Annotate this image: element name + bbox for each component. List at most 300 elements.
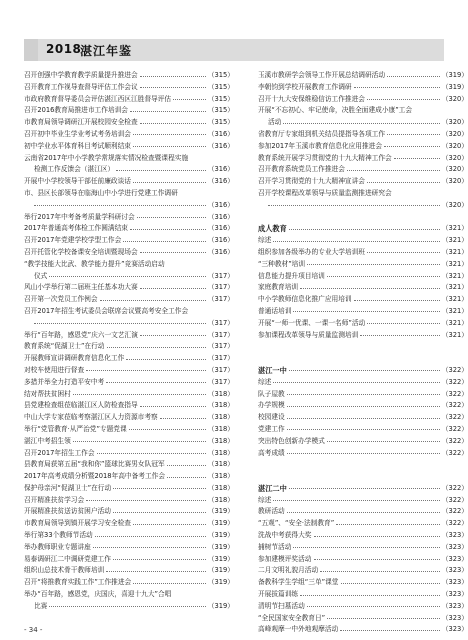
- dot-leader: [133, 146, 206, 147]
- entry-title: 市政府教育督导委员会评估湛江西区江胜督导评估: [24, 94, 172, 103]
- entry-page-number: （321）: [441, 224, 468, 233]
- dot-leader: [273, 500, 440, 501]
- toc-entry: [258, 495, 468, 507]
- dot-leader: [387, 76, 440, 77]
- toc-spacer: [258, 459, 468, 471]
- entry-page-number: （323）: [441, 554, 468, 563]
- entry-page-number: （321）: [441, 259, 468, 268]
- entry-title: 开展“不忘初心、牢记使命，决胜全面建成小康”工会: [258, 106, 413, 115]
- entry-title: 召开精准扶贫学习会: [24, 495, 85, 504]
- entry-title: 举办“百年路，感恩党，庆国庆，喜迎十九大”合唱: [24, 590, 172, 599]
- dot-leader: [293, 311, 440, 312]
- entry-page-number: （321）: [441, 271, 468, 280]
- toc-entry: [258, 400, 468, 412]
- entry-page-number: （318）: [207, 483, 234, 492]
- dot-leader: [287, 394, 440, 395]
- dot-leader: [273, 241, 440, 242]
- entry-page-number: （316）: [207, 200, 234, 209]
- page-number: - 34 -: [24, 626, 43, 634]
- toc-spacer: [258, 212, 468, 224]
- dot-leader: [130, 111, 206, 112]
- toc-entry: [258, 271, 468, 283]
- toc-entry: [258, 200, 468, 212]
- entry-page-number: （315）: [207, 118, 234, 127]
- dot-leader: [293, 547, 440, 548]
- entry-page-number: （316）: [207, 165, 234, 174]
- entry-page-number: （319）: [207, 542, 234, 551]
- dot-leader: [140, 406, 206, 407]
- dot-leader: [347, 170, 440, 171]
- entry-title: 县教育局获第五届“我和你”篮球比赛男女队冠军: [24, 460, 165, 469]
- toc-entry: [258, 247, 468, 259]
- dot-leader: [113, 559, 206, 560]
- dot-leader: [367, 252, 440, 253]
- entry-page-number: （319）: [207, 566, 234, 575]
- dot-leader: [367, 99, 440, 100]
- dot-leader: [387, 134, 440, 135]
- toc-entry: [258, 259, 468, 271]
- toc-section-heading: [258, 483, 468, 495]
- entry-page-number: （317）: [207, 283, 234, 292]
- dot-leader: [384, 146, 440, 147]
- toc-entry: [24, 235, 234, 247]
- toc-entry: [258, 565, 468, 577]
- entry-title: 易泰调研江二中调研党建工作: [24, 554, 111, 563]
- dot-leader: [307, 606, 440, 607]
- entry-title: 召开第一次党员工作例会: [24, 295, 98, 304]
- toc-entry: [258, 589, 468, 601]
- toc-section-heading: [258, 223, 468, 235]
- entry-page-number: （321）: [441, 236, 468, 245]
- entry-title: “三种教材”培训: [258, 259, 306, 268]
- entry-page-number: （316）: [207, 236, 234, 245]
- toc-entry: [24, 176, 234, 188]
- toc-entry: [24, 223, 234, 235]
- entry-title: 校园建设: [258, 413, 285, 422]
- dot-leader: [93, 547, 206, 548]
- dot-leader: [107, 347, 206, 348]
- toc-entry: [24, 306, 234, 318]
- yearbook-header-bar: [24, 39, 444, 61]
- entry-title: 召开初中毕业生学业考试考务培训会: [24, 129, 131, 138]
- dot-leader: [86, 500, 206, 501]
- header-accent-stripe: [24, 39, 38, 61]
- entry-page-number: （322）: [441, 413, 468, 422]
- toc-entry: [24, 459, 234, 471]
- entry-page-number: （323）: [441, 578, 468, 587]
- entry-title: 风山小学举行第二届班主任基本功大赛: [24, 283, 138, 292]
- dot-leader: [314, 536, 440, 537]
- entry-page-number: （323）: [441, 601, 468, 610]
- entry-page-number: （319）: [207, 578, 234, 587]
- dot-leader: [140, 87, 206, 88]
- toc-entry: [24, 377, 234, 389]
- entry-page-number: （323）: [441, 531, 468, 540]
- entry-page-number: （319）: [441, 71, 468, 79]
- toc-entry: [24, 400, 234, 412]
- dot-leader: [327, 441, 440, 442]
- dot-leader: [367, 323, 440, 324]
- entry-page-number: （318）: [207, 401, 234, 410]
- dot-leader: [340, 630, 440, 631]
- dot-leader: [173, 99, 206, 100]
- entry-title: 召开创强中学教育教学质量提升推进会: [24, 71, 138, 79]
- dot-leader: [106, 382, 206, 383]
- entry-page-number: （317）: [207, 377, 234, 386]
- entry-title: 二月文明礼貌月活动: [258, 566, 319, 575]
- toc-entry: [258, 153, 468, 165]
- entry-page-number: （316）: [207, 212, 234, 221]
- dot-leader: [289, 229, 440, 230]
- entry-page-number: （323）: [441, 566, 468, 575]
- dot-leader: [160, 418, 206, 419]
- dot-leader: [167, 465, 206, 466]
- entry-page-number: （321）: [441, 247, 468, 256]
- toc-right-column: [258, 70, 468, 636]
- entry-page-number: （321）: [441, 306, 468, 315]
- entry-page-number: （322）: [441, 377, 468, 386]
- toc-entry: [24, 495, 234, 507]
- entry-page-number: （322）: [441, 495, 468, 504]
- section-title: 湛江一中: [258, 365, 287, 375]
- toc-entry: [24, 506, 234, 518]
- entry-page-number: （323）: [441, 590, 468, 599]
- dot-leader: [287, 429, 440, 430]
- dot-leader: [95, 536, 206, 537]
- entry-page-number: （319）: [441, 82, 468, 91]
- toc-entry: [258, 188, 468, 200]
- toc-entry: [24, 129, 234, 141]
- entry-page-number: （318）: [207, 460, 234, 469]
- entry-page-number: （318）: [207, 389, 234, 398]
- toc-entry: [24, 259, 234, 271]
- entry-page-number: （316）: [207, 224, 234, 233]
- dot-leader: [327, 618, 440, 619]
- entry-page-number: （322）: [441, 436, 468, 445]
- dot-leader: [73, 394, 206, 395]
- entry-page-number: （316）: [207, 177, 234, 186]
- dot-leader: [126, 359, 206, 360]
- toc-entry: [24, 448, 234, 460]
- dot-leader: [336, 524, 440, 525]
- entry-page-number: （320）: [441, 129, 468, 138]
- entry-page-number: （318）: [207, 472, 234, 481]
- toc-entry: [258, 506, 468, 518]
- entry-page-number: （317）: [207, 330, 234, 339]
- toc-entry: [258, 613, 468, 625]
- dot-leader: [289, 488, 440, 489]
- entry-title: 对校车使用进行督查: [24, 365, 85, 374]
- entry-title: 清明节扫墓活动: [258, 601, 305, 610]
- dot-leader: [273, 382, 440, 383]
- toc-entry: [24, 70, 234, 82]
- dot-leader: [140, 288, 206, 289]
- entry-page-number: （316）: [207, 129, 234, 138]
- entry-title: 组织参加各级举办的专业大学培训班: [258, 247, 365, 256]
- dot-leader: [307, 264, 440, 265]
- entry-title: 举办教师职业专题讲座: [24, 542, 91, 551]
- toc-entry: [24, 164, 234, 176]
- entry-page-number: （322）: [441, 389, 468, 398]
- entry-title: 高峰观摩一中外地观摩活动: [258, 625, 339, 634]
- toc-entry: [258, 82, 468, 94]
- toc-entry: [24, 294, 234, 306]
- entry-page-number: （320）: [441, 165, 468, 174]
- toc-entry: [24, 471, 234, 483]
- entry-title: 综述: [258, 236, 272, 245]
- toc-entry: [24, 105, 234, 117]
- entry-page-number: （322）: [441, 507, 468, 516]
- dot-leader: [97, 453, 206, 454]
- entry-title: 召开2017年招生工作会: [24, 448, 95, 457]
- dot-leader: [106, 571, 206, 572]
- dot-leader: [130, 229, 206, 230]
- yearbook-title: 湛江年鉴: [80, 44, 133, 58]
- dot-leader: [140, 76, 206, 77]
- toc-entry: [258, 176, 468, 188]
- entry-page-number: （318）: [207, 436, 234, 445]
- entry-page-number: （315）: [207, 82, 234, 91]
- entry-title: 综述: [258, 495, 272, 504]
- toc-entry: [24, 589, 234, 601]
- toc-entry: [258, 282, 468, 294]
- toc-entry: [24, 601, 234, 613]
- entry-title: 召开托管化学校备课安全培训暨现场会: [24, 247, 138, 256]
- toc-spacer: [258, 353, 468, 365]
- dot-leader: [113, 512, 206, 513]
- dot-leader: [116, 170, 206, 171]
- dot-leader: [133, 134, 206, 135]
- entry-title: 玉溪市教研学会领导工作开展总结调研活动: [258, 71, 386, 79]
- toc-entry: [24, 424, 234, 436]
- entry-page-number: （322）: [441, 519, 468, 528]
- dot-leader: [140, 123, 206, 124]
- entry-title: 教育系统“促湖卫士”在行动: [24, 342, 105, 351]
- yearbook-year: 2018: [46, 42, 82, 56]
- entry-title: 举行2017年中考备考质量学科研讨会: [24, 212, 135, 221]
- toc-entry: [258, 94, 468, 106]
- dot-leader: [167, 477, 206, 478]
- dot-leader: [287, 453, 440, 454]
- entry-page-number: （318）: [207, 495, 234, 504]
- entry-page-number: （323）: [441, 625, 468, 634]
- entry-title: 组织山总技术骨干教师培训: [24, 566, 105, 575]
- entry-page-number: （317）: [207, 342, 234, 351]
- dot-leader: [341, 583, 440, 584]
- toc-entry: [258, 424, 468, 436]
- entry-title: “五观”、“安全·法制教育”: [258, 519, 335, 528]
- entry-title: 办学规模: [258, 401, 285, 410]
- dot-leader: [268, 205, 440, 206]
- entry-page-number: （321）: [441, 295, 468, 304]
- entry-page-number: （320）: [441, 141, 468, 150]
- section-title: 湛江二中: [258, 483, 287, 493]
- toc-entry: [258, 318, 468, 330]
- toc-entry: [258, 518, 468, 530]
- entry-page-number: （315）: [207, 106, 234, 115]
- toc-entry: [24, 200, 234, 212]
- toc-entry: [258, 330, 468, 342]
- section-title: 成人教育: [258, 224, 287, 234]
- dot-leader: [86, 370, 206, 371]
- entry-title: 召开学习贯彻党的十九大精神宣讲会: [258, 177, 365, 186]
- dot-leader: [129, 429, 206, 430]
- entry-title: 参加2017年玉溪市教育信息化应用推进会: [258, 141, 383, 150]
- entry-page-number: （321）: [441, 330, 468, 339]
- entry-title: 教研活动: [258, 507, 285, 516]
- toc-entry: [24, 436, 234, 448]
- toc-entry: [258, 542, 468, 554]
- toc-entry: [24, 565, 234, 577]
- entry-title: 市教育局领导调研江开展校园安全检查: [24, 118, 138, 127]
- toc-entry: [258, 601, 468, 613]
- entry-title: 召开2017年党建学校学型工作会: [24, 236, 122, 245]
- dot-leader: [354, 300, 440, 301]
- entry-title: 湛江中考招生领: [24, 436, 71, 445]
- entry-title: 县党建检查组莅临湛江区人防检查指导: [24, 401, 138, 410]
- toc-entry: [24, 554, 234, 566]
- entry-title: 2017年高考成绩分析暨2018年高中备考工作会: [24, 472, 166, 481]
- dot-leader: [113, 488, 206, 489]
- toc-entry: [258, 624, 468, 636]
- entry-page-number: （316）: [207, 141, 234, 150]
- entry-title: 中山大学专家莅临考察湛江区人力资源市考察: [24, 413, 158, 422]
- entry-title: 开展精准扶贫送访贫困户活动: [24, 507, 111, 516]
- dot-leader: [100, 300, 206, 301]
- toc-left-column: [24, 70, 234, 613]
- entry-title: “教学技能大比武、教学能力提升”竞赛活动启动: [24, 259, 165, 268]
- dot-leader: [360, 335, 440, 336]
- entry-page-number: （323）: [441, 542, 468, 551]
- toc-entry: [24, 318, 234, 330]
- entry-title: 开展拔篇训练: [258, 590, 299, 599]
- toc-entry: [258, 105, 468, 117]
- dot-leader: [133, 583, 206, 584]
- toc-section-heading: [258, 365, 468, 377]
- toc-entry: [24, 542, 234, 554]
- entry-page-number: （318）: [207, 448, 234, 457]
- entry-title: 结对帮扶贫困村: [24, 389, 71, 398]
- toc-entry: [258, 141, 468, 153]
- dot-leader: [123, 241, 206, 242]
- entry-page-number: （321）: [441, 283, 468, 292]
- entry-title: 检测工作反馈会（湛江区）: [34, 165, 115, 174]
- toc-entry: [24, 341, 234, 353]
- toc-entry: [258, 436, 468, 448]
- toc-entry: [24, 412, 234, 424]
- toc-entry: [258, 554, 468, 566]
- entry-page-number: （322）: [441, 401, 468, 410]
- entry-title: 省教育厅专家组到机关结员提指导各项工作: [258, 129, 386, 138]
- entry-page-number: （318）: [207, 424, 234, 433]
- entry-title: 开展“一师一优课、一课一名师”活动: [258, 318, 366, 327]
- toc-entry: [258, 235, 468, 247]
- toc-spacer: [258, 471, 468, 483]
- dot-leader: [287, 418, 440, 419]
- dot-leader: [49, 606, 206, 607]
- toc-entry: [258, 294, 468, 306]
- toc-entry: [24, 353, 234, 365]
- dot-leader: [34, 205, 206, 206]
- toc-entry: [258, 530, 468, 542]
- dot-leader: [314, 559, 440, 560]
- entry-page-number: （319）: [207, 507, 234, 516]
- entry-page-number: （317）: [207, 318, 234, 327]
- toc-spacer: [258, 341, 468, 353]
- dot-leader: [354, 87, 440, 88]
- toc-entry: [24, 141, 234, 153]
- entry-title: 仪式: [34, 271, 48, 280]
- entry-title: 洗战中考获得大奖: [258, 531, 312, 540]
- toc-entry: [24, 117, 234, 129]
- entry-page-number: （316）: [207, 247, 234, 256]
- dot-leader: [327, 276, 440, 277]
- entry-title: 普通话培训: [258, 306, 292, 315]
- entry-title: 突出特色创新办学模式: [258, 436, 325, 445]
- entry-title: 举行第33个教师节活动: [24, 531, 93, 540]
- dot-leader: [300, 288, 440, 289]
- entry-title: 参加建模评奖活动: [258, 554, 312, 563]
- entry-page-number: （319）: [207, 531, 234, 540]
- dot-leader: [320, 571, 440, 572]
- entry-title: “全民国家安全教育日”: [258, 613, 326, 622]
- dot-leader: [137, 217, 206, 218]
- dot-leader: [287, 406, 440, 407]
- dot-leader: [140, 335, 206, 336]
- dot-leader: [287, 512, 440, 513]
- toc-entry: [258, 117, 468, 129]
- toc-entry: [24, 212, 234, 224]
- entry-title: 信息能力提升项目培训: [258, 271, 325, 280]
- entry-page-number: （320）: [441, 153, 468, 162]
- entry-page-number: （317）: [207, 365, 234, 374]
- dot-leader: [283, 123, 440, 124]
- entry-page-number: （318）: [207, 413, 234, 422]
- entry-title: 李朝钧到学校开展教育工作调研: [258, 82, 352, 91]
- entry-title: 召开2017年招生考试委员会联席会议暨高考安全工作会: [24, 306, 189, 315]
- entry-title: 召开2016教育局推进市工作培训会: [24, 106, 128, 115]
- entry-page-number: （315）: [207, 71, 234, 79]
- entry-title: 召开十九大安保维稳信访工作推进会: [258, 94, 365, 103]
- entry-title: 市教育局领导到镇开展学习安全检查: [24, 519, 131, 528]
- entry-page-number: （323）: [441, 613, 468, 622]
- entry-title: 比赛: [34, 601, 48, 610]
- toc-entry: [24, 518, 234, 530]
- entry-title: 活动: [268, 118, 282, 127]
- entry-page-number: （320）: [441, 200, 468, 209]
- toc-entry: [24, 530, 234, 542]
- toc-entry: [258, 306, 468, 318]
- entry-page-number: （319）: [207, 519, 234, 528]
- entry-title: 云南省2017年中小学教学常规落实情况检查暨课程实施: [24, 153, 189, 162]
- entry-title: 开展教师宣讲调研教育信息化工作: [24, 354, 125, 363]
- entry-page-number: （322）: [441, 365, 468, 374]
- toc-entry: [24, 577, 234, 589]
- dot-leader: [133, 524, 206, 525]
- entry-page-number: （319）: [207, 554, 234, 563]
- toc-entry: [258, 448, 468, 460]
- dot-leader: [73, 441, 206, 442]
- entry-page-number: （320）: [441, 177, 468, 186]
- toc-entry: [24, 389, 234, 401]
- entry-page-number: （320）: [441, 94, 468, 103]
- toc-entry: [24, 282, 234, 294]
- toc-entry: [24, 330, 234, 342]
- dot-leader: [49, 276, 206, 277]
- entry-title: 中小学教师信息化推广应用培训: [258, 295, 352, 304]
- toc-entry: [24, 188, 234, 200]
- dot-leader: [394, 158, 440, 159]
